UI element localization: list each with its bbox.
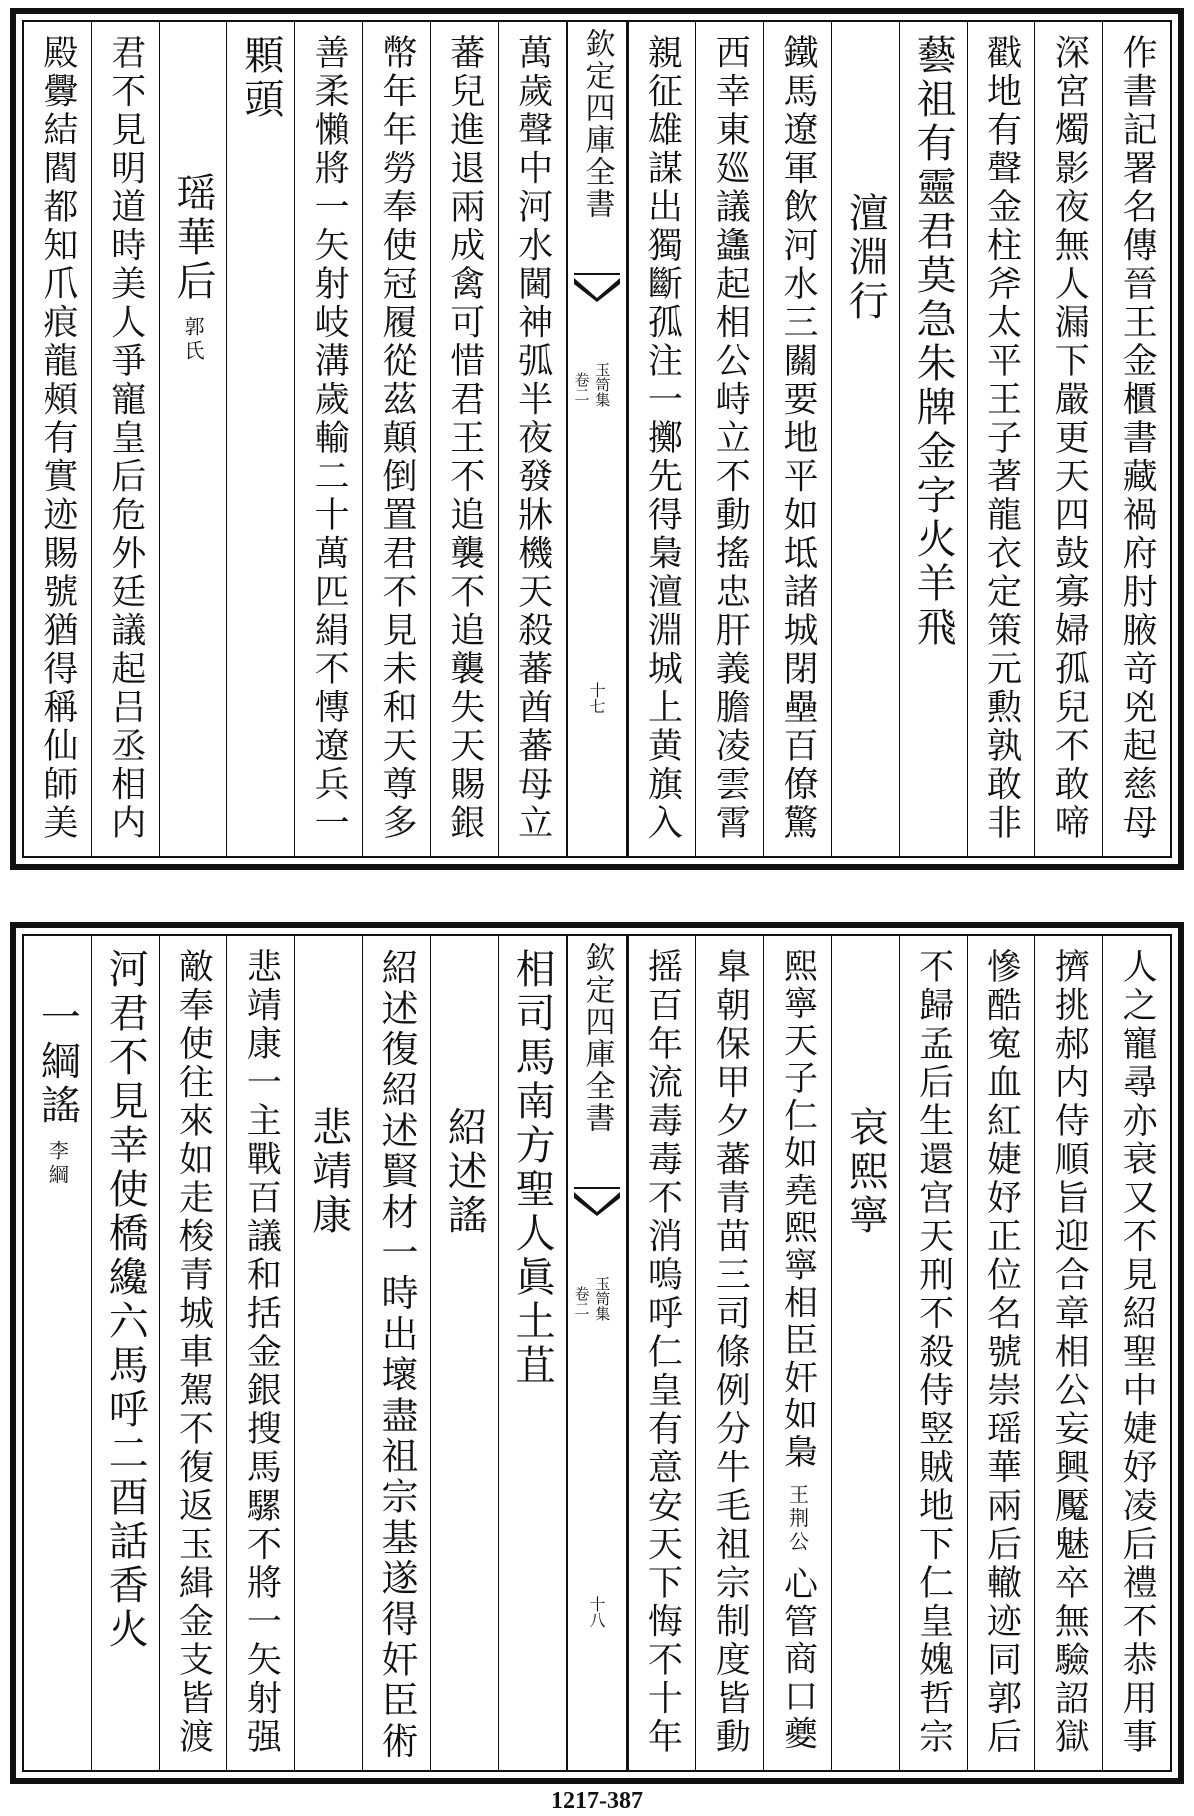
poem-line xyxy=(981,948,1022,1757)
column-text: 悲靖康一主戰百議和括金銀搜馬騾不將一矢射强 xyxy=(241,948,282,1757)
column-text: 不歸孟后生還宫天刑不殺侍竪賊地下仁皇媿哲宗 xyxy=(913,948,954,1757)
text-column xyxy=(628,22,696,856)
text-column xyxy=(226,936,294,1770)
text-column xyxy=(294,936,362,1770)
poem-line xyxy=(1049,34,1090,843)
column-text-tail: 心管商口夔 xyxy=(777,1565,818,1753)
column-text: 瑶華后 xyxy=(170,172,217,304)
poem-line xyxy=(102,948,149,1652)
text-column xyxy=(430,22,498,856)
column-text: 殿釁結閻都知爪痕龍頰有實迹賜號猶得稱仙師美 xyxy=(37,34,78,843)
column-text: 幣年年勞奉使冠履從茲顛倒置君不見未和天尊多 xyxy=(376,34,417,843)
column-text: 悲靖康 xyxy=(305,1106,352,1238)
text-column xyxy=(159,22,227,856)
bottom-page-frame xyxy=(22,934,1172,1772)
poem-line xyxy=(1117,34,1158,843)
text-column xyxy=(226,22,294,856)
poem-line xyxy=(512,34,553,843)
poem-line xyxy=(241,948,282,1757)
poem-line xyxy=(910,34,957,650)
column-text: 紹述復紹述賢材一時出壞盡祖宗基遂得奸臣術 xyxy=(374,948,418,1762)
poem-line xyxy=(710,948,751,1757)
text-column xyxy=(967,936,1035,1770)
text-column xyxy=(967,22,1035,856)
text-column xyxy=(899,936,967,1770)
poem-line xyxy=(981,34,1022,843)
poem-title xyxy=(842,192,889,324)
author-annotation: 王荆公 xyxy=(785,1483,810,1554)
text-column xyxy=(763,22,831,856)
top-page xyxy=(10,8,1184,870)
series-title: 欽定四庫全書 xyxy=(579,28,615,220)
text-column xyxy=(362,22,430,856)
text-column xyxy=(498,936,566,1770)
bottom-columns xyxy=(24,936,1170,1770)
column-text: 君不見明道時美人爭寵皇后危外廷議起吕丞相内 xyxy=(105,34,146,843)
text-column xyxy=(294,22,362,856)
center-strip xyxy=(566,936,628,1770)
poem-title xyxy=(170,172,217,364)
poem-line xyxy=(778,34,819,843)
catalog-number: 1217-387 xyxy=(551,1788,643,1814)
poem-line xyxy=(642,34,683,843)
text-column xyxy=(1102,936,1170,1770)
column-text: 河君不見幸使橋纔六馬呼二酉話香火 xyxy=(102,948,149,1652)
column-text: 戳地有聲金柱斧太平王子著龍衣定策元勲孰敢非 xyxy=(981,34,1022,843)
column-text: 一綱謠 xyxy=(34,996,81,1128)
series-title: 欽定四庫全書 xyxy=(579,942,615,1134)
top-page-frame xyxy=(22,20,1172,858)
column-text: 慘酷寃血紅婕妤正位名號崇瑶華兩后轍迹同郭后 xyxy=(981,948,1022,1757)
column-text: 敵奉使往來如走梭青城車駕不復返玉緝金支皆渡 xyxy=(173,948,214,1757)
column-text: 臯朝保甲夕蕃青苗三司條例分牛毛祖宗制度皆動 xyxy=(710,948,751,1757)
column-text: 熙寧天子仁如堯熙寧相臣奸如梟 xyxy=(777,948,818,1472)
text-column xyxy=(695,22,763,856)
text-column xyxy=(831,936,899,1770)
author-annotation: 郭氏 xyxy=(181,316,206,364)
poem-line xyxy=(509,948,556,1388)
column-text: 哀熙寧 xyxy=(842,1106,889,1238)
text-column xyxy=(1034,22,1102,856)
text-column xyxy=(24,936,91,1770)
poem-line xyxy=(105,34,146,843)
column-text: 深宮燭影夜無人漏下嚴更天四鼔寡婦孤兒不敢啼 xyxy=(1049,34,1090,843)
author-annotation: 李綱 xyxy=(45,1140,70,1188)
text-column xyxy=(1034,936,1102,1770)
text-column xyxy=(695,936,763,1770)
column-text: 親征雄謀出獨斷孤注一擲先得梟澶淵城上黄旗入 xyxy=(642,34,683,843)
volume-number: 卷二 xyxy=(572,1286,591,1316)
center-strip xyxy=(566,22,628,856)
text-column xyxy=(159,936,227,1770)
column-text: 作書記署名傳晉王金櫃書藏禍府肘腋竒兇起慈母 xyxy=(1117,34,1158,843)
text-column xyxy=(91,936,159,1770)
text-column xyxy=(899,22,967,856)
poem-line xyxy=(309,34,350,843)
text-column xyxy=(628,936,696,1770)
column-text: 摇百年流毒毒不消嗚呼仁皇有意安天下悔不十年 xyxy=(642,948,683,1757)
fish-tail-mark-icon xyxy=(574,272,620,302)
page-number: 十七 xyxy=(587,682,606,714)
column-text: 人之寵尋亦衰又不見紹聖中婕妤凌后禮不恭用事 xyxy=(1117,948,1158,1757)
column-text: 顆頭 xyxy=(237,34,284,122)
bottom-page xyxy=(10,922,1184,1784)
text-column xyxy=(91,22,159,856)
book-title: 玉笥集 xyxy=(593,1276,612,1321)
poem-line xyxy=(173,948,214,1757)
fish-tail-mark-icon xyxy=(574,1186,620,1216)
text-column xyxy=(498,22,566,856)
poem-line xyxy=(777,948,818,1753)
column-text: 萬歲聲中河水閫神弧半夜發牀機天殺蕃酋蕃母立 xyxy=(512,34,553,843)
column-text: 澶淵行 xyxy=(842,192,889,324)
column-text: 相司馬南方聖人眞土苴 xyxy=(509,948,556,1388)
poem-title xyxy=(34,996,81,1188)
poem-line xyxy=(710,34,751,843)
text-column xyxy=(763,936,831,1770)
text-column xyxy=(362,936,430,1770)
book-title: 玉笥集 xyxy=(593,362,612,407)
poem-title xyxy=(441,1106,488,1238)
poem-title xyxy=(305,1106,352,1238)
poem-line xyxy=(444,34,485,843)
column-text: 西幸東廵議蠭起相公峙立不動搖忠肝義膽凌雲霄 xyxy=(710,34,751,843)
text-column xyxy=(1102,22,1170,856)
poem-line xyxy=(374,948,418,1762)
column-text: 藝祖有靈君莫急朱牌金字火羊飛 xyxy=(910,34,957,650)
poem-line xyxy=(37,34,78,843)
top-columns xyxy=(24,22,1170,856)
poem-line xyxy=(1049,948,1090,1757)
column-text: 擠挑郝内侍順旨迎合章相公妄興魘魅卒無驗詔獄 xyxy=(1049,948,1090,1757)
column-text: 蕃兒進退兩成禽可惜君王不追襲不追襲失天賜銀 xyxy=(444,34,485,843)
poem-line xyxy=(642,948,683,1757)
poem-line xyxy=(237,34,284,122)
poem-line xyxy=(376,34,417,843)
poem-line xyxy=(1117,948,1158,1757)
column-text: 善柔懶將一矢射岐溝歲輸二十萬匹絹不慱遼兵一 xyxy=(309,34,350,843)
page-number: 十八 xyxy=(587,1596,606,1628)
poem-line xyxy=(913,948,954,1757)
text-column xyxy=(831,22,899,856)
column-text: 鐵馬遼軍飲河水三關要地平如坻諸城閉壘百僚驚 xyxy=(778,34,819,843)
text-column xyxy=(24,22,91,856)
volume-number: 卷二 xyxy=(572,372,591,402)
poem-title xyxy=(842,1106,889,1238)
text-column xyxy=(430,936,498,1770)
column-text: 紹述謠 xyxy=(441,1106,488,1238)
